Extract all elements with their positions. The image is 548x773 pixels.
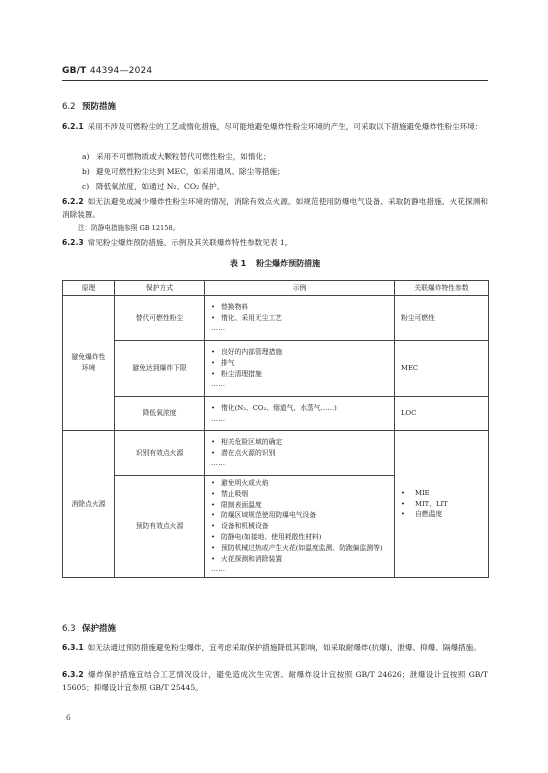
example-item: • 防静电(如接地、使用耗散性材料): [211, 532, 394, 543]
method-cell: 预防有效点火源: [115, 476, 205, 578]
method-cell: 识别有效点火源: [115, 431, 205, 476]
example-ellipsis: ……: [211, 414, 226, 423]
param-cell: LOC: [395, 397, 489, 431]
method-cell: 替代可燃性粉尘: [115, 296, 205, 341]
standard-id: [62, 66, 152, 76]
standard-number: 44394—2024: [89, 66, 153, 76]
clause-6-2-1: [62, 120, 488, 133]
clause-text: 如无法避免或减少爆炸性粉尘环境的情况，消除有效点火源。如规范使用防爆电气设备、采取防静电措施、火花探测和消除装置。: [62, 197, 488, 220]
example-item: • 惰化(N₂、CO₂、烟道气、水蒸气……): [211, 403, 394, 414]
table-row: [63, 431, 489, 476]
header-rule: [62, 80, 488, 81]
header-examples: 示例: [205, 281, 395, 296]
section-number: 6.3: [62, 624, 76, 634]
clause-6-2-2: [62, 195, 488, 221]
example-item: • 预防机械过热或产生火花(如温度监测、防跑偏监测等): [211, 543, 394, 554]
example-item: • 禁止吸烟: [211, 489, 394, 500]
param-item: • MIT、LIT: [401, 499, 488, 510]
table-1-title: [62, 258, 488, 269]
param-cell: [395, 431, 489, 578]
examples-cell: [205, 431, 395, 476]
list-item-b: [82, 165, 285, 178]
example-ellipsis: ……: [211, 324, 226, 333]
example-item: • 排气: [211, 358, 394, 369]
table-row: [63, 397, 489, 431]
header-principle: 原理: [63, 281, 115, 296]
example-item: • 良好的内部管理措施: [211, 347, 394, 358]
example-item: • 避免明火或火焰: [211, 478, 394, 489]
table-row: [63, 341, 489, 397]
principle-cell: [63, 296, 115, 431]
clause-number: 6.2.2: [62, 197, 84, 206]
section-number: 6.2: [62, 102, 76, 112]
table-header-row: [63, 281, 489, 296]
method-cell: 避免达到爆炸下限: [115, 341, 205, 397]
clause-number: 6.3.1: [62, 643, 84, 652]
table-caption: 粉尘爆炸预防措施: [256, 259, 321, 268]
param-item: • 自燃温度: [401, 509, 488, 520]
table-row: [63, 296, 489, 341]
clause-text: 采用不涉及可燃粉尘的工艺或惰化措施，尽可能地避免爆炸性粉尘环境的产生，可采取以下措施避免爆炸性粉尘环境：: [87, 122, 483, 131]
clause-text: 爆炸保护措施宜结合工艺情况设计，避免造成次生灾害。耐爆炸设计宜按照 GB/T 24626；泄爆设计宜按照 GB/T 15605；抑爆设计宜参照 GB/T 25445。: [62, 670, 488, 693]
param-cell: MEC: [395, 341, 489, 397]
clause-6-3-2: [62, 668, 488, 694]
list-marker: b): [82, 167, 90, 176]
note-6-2-2: 注：防静电措施参照 GB 12158。: [78, 224, 180, 232]
section-title: 保护措施: [82, 624, 117, 634]
list-text: 采用不可燃物质或大颗粒替代可燃性粉尘，如惰化；: [96, 152, 271, 161]
table-label: 表 1: [229, 259, 247, 268]
page-number: 6: [66, 713, 71, 722]
example-item: • 粉尘清理措施: [211, 369, 394, 380]
example-item: • 火花探测和消除装置: [211, 554, 394, 565]
example-ellipsis: ……: [211, 565, 226, 574]
header-method: 保护方式: [115, 281, 205, 296]
standard-prefix: GB/T: [62, 66, 87, 76]
principle-cell: 消除点火源: [63, 431, 115, 578]
param-cell: 粉尘可燃性: [395, 296, 489, 341]
example-item: • 限制表面温度: [211, 500, 394, 511]
principle-text: 避免爆炸性环境: [71, 353, 106, 372]
clause-number: 6.2.3: [62, 238, 84, 247]
method-cell: 降低氧浓度: [115, 397, 205, 431]
list-text: 避免可燃性粉尘达到 MEC，如采用通风、除尘等措施；: [96, 167, 285, 176]
list-item-c: [82, 180, 224, 193]
examples-cell: [205, 476, 395, 578]
clause-text: 如无法通过预防措施避免粉尘爆炸，宜考虑采取保护措施降低其影响，如采取耐爆炸(抗爆)、泄爆、抑爆、隔爆措施。: [87, 643, 481, 652]
clause-text: 常见粉尘爆炸预防措施、示例及其关联爆炸特性参数见表 1。: [87, 238, 293, 247]
examples-cell: [205, 296, 395, 341]
clause-number: 6.2.1: [62, 122, 84, 131]
clause-number: 6.3.2: [62, 670, 84, 679]
list-marker: c): [82, 182, 90, 191]
example-ellipsis: ……: [211, 459, 226, 468]
example-item: • 惰化、采用无尘工艺: [211, 313, 394, 324]
section-title: 预防措施: [82, 102, 117, 112]
section-6-3-heading: [62, 623, 116, 635]
list-marker: a): [82, 152, 90, 161]
example-item: • 防爆区域规范使用防爆电气设备: [211, 510, 394, 521]
examples-cell: [205, 341, 395, 397]
section-6-2-heading: [62, 101, 116, 113]
clause-6-2-3: [62, 236, 488, 249]
examples-cell: [205, 397, 395, 431]
clause-6-3-1: [62, 641, 488, 654]
header-params: 关联爆炸特性参数: [395, 281, 489, 296]
example-item: • 替换物料: [211, 302, 394, 313]
example-item: • 相关危险区域的确定: [211, 437, 394, 448]
param-item: • MIE: [401, 488, 488, 499]
example-item: • 潜在点火源的识别: [211, 448, 394, 459]
table-1: [62, 280, 489, 578]
example-ellipsis: ……: [211, 380, 226, 389]
list-text: 降低氧浓度，如通过 N₂、CO₂ 保护。: [96, 182, 225, 191]
list-item-a: [82, 150, 271, 163]
example-item: • 设备和机械设备: [211, 521, 394, 532]
